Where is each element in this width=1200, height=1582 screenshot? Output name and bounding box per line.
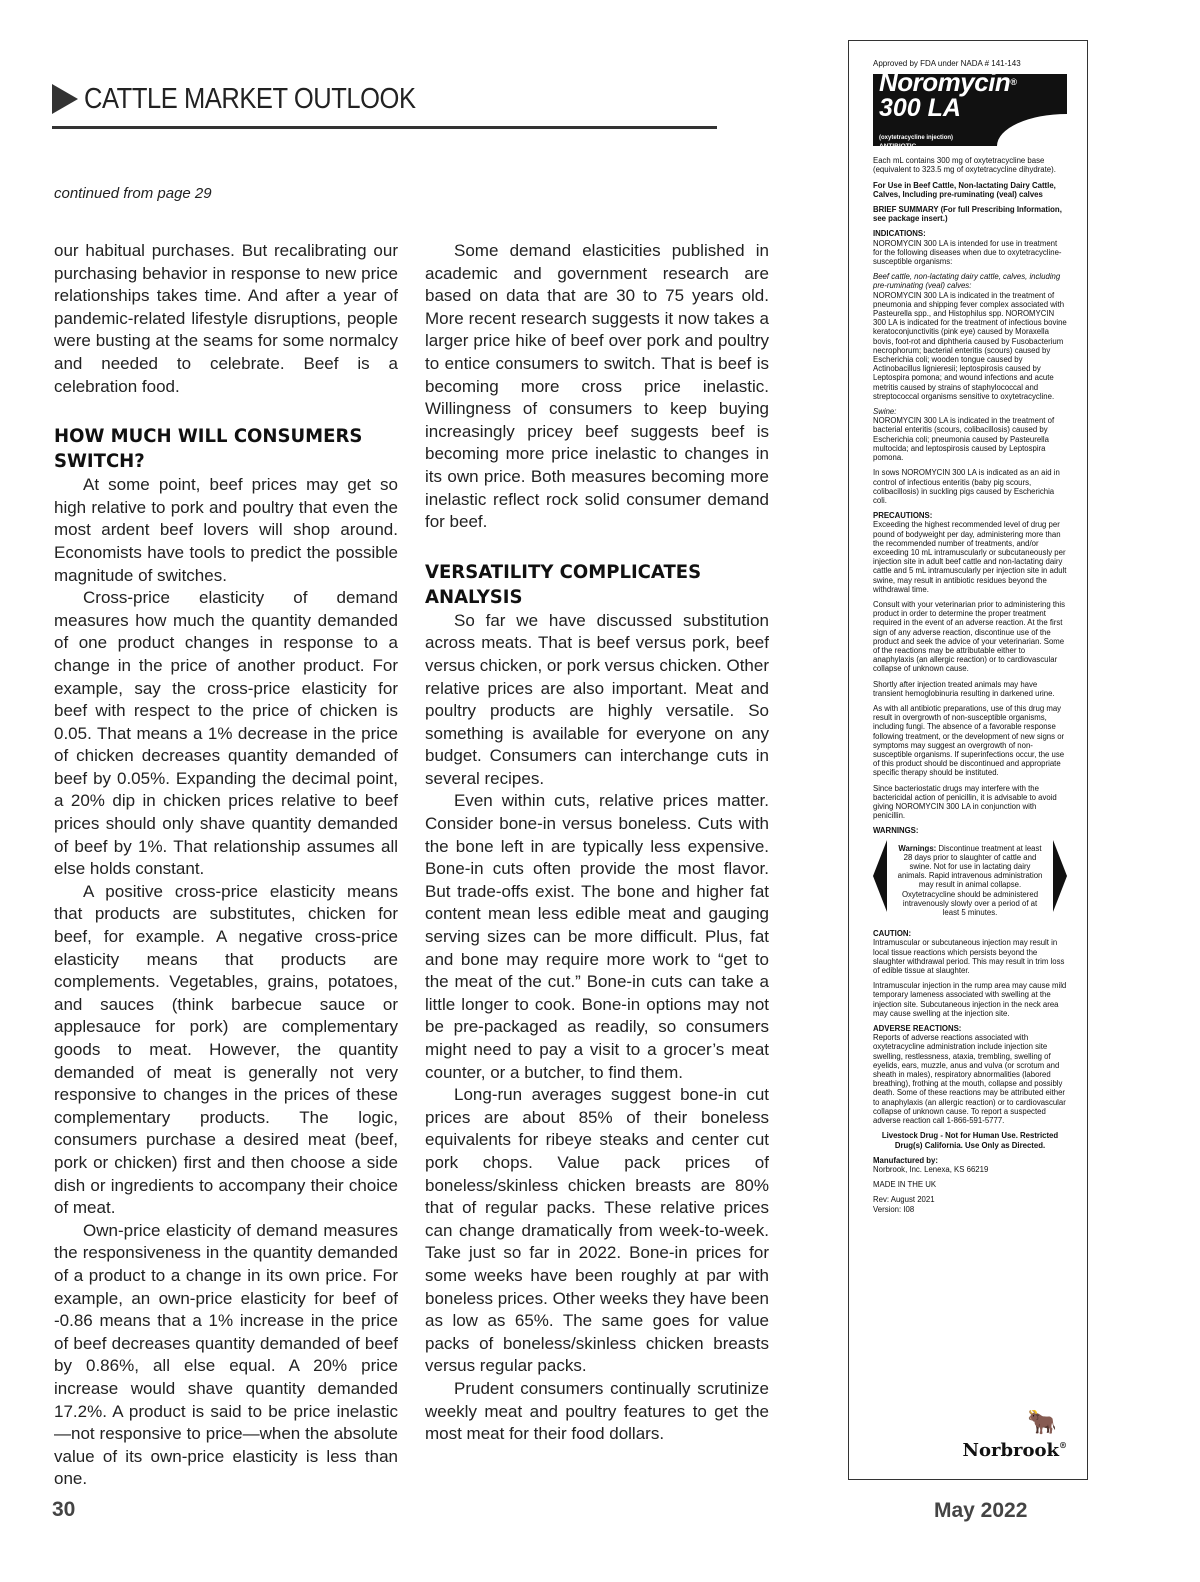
sows-indications: In sows NOROMYCIN 300 LA is indicated as an aid in control of infectious enteritis (baby pig scours, colibacillosis) in suckling pigs caused by Escherichia coli. xyxy=(873,468,1060,505)
noromycin-advertisement xyxy=(848,40,1088,1480)
manufacturer-heading: Manufactured by: xyxy=(873,1155,938,1165)
paragraph: Long-run averages suggest bone-in cut prices are about 85% of their boneless equivalents for ribeye steaks and center cut pork chops. Value pack prices of boneless/skinless chicken breasts are 80% that of regular packs. These relative prices can change dramatically from week-to-week. Take just so far in 2022. Bone-in prices for some weeks have been roughly at par with boneless prices. Other weeks they have been as low as 65%. The same goes for value packs of boneless/skinless chicken breasts versus regular packs. xyxy=(425,1085,769,1376)
paragraph: Own-price elasticity of demand measures the responsiveness in the quantity demanded of a product to a change in its own price. For example, an own-price elasticity for beef of -0.86 means that a 1% increase in the price of beef decreases quantity demanded of beef by 0.86%, all else equal. A 20% price increase would shave quantity demanded 17.2%. A product is said to be price inelastic—not responsive to price—when the absolute value of its own-price elasticity is less than one. xyxy=(54,1220,398,1489)
paragraph: A positive cross-price elasticity means that products are substitutes, chicken for beef, for example. A negative cross-price elasticity means that products are complements. Vegetables, grains, potatoes, and sauces (think barbecue sauce or applesauce for pork) are complementary goods to meat. However, the quantity demanded of meat is generally not very responsive to changes in the prices of these complementary products. The logic, consumers purchase a desired meat (beef, pork or chicken) first and then choose a side dish or ingredients to accompany their choice of meat. xyxy=(54,881,398,1218)
subheading: VERSATILITY COMPLICATES ANALYSIS xyxy=(425,560,702,608)
adverse-text: Reports of adverse reactions associated with oxytetracycline administration include injection site swelling, restlessness, ataxia, trembling, swelling of eyelids, ears, muzzle, anus and vulva (or scrotum and sheath in males), respiratory abnormalities (labored breathing), frothing at the mouth, collapse and possibly death. Some of these reactions may be attributed either to anaphylaxis (an allergic reaction) or to cardiovascular collapse of unknown cause. To report a suspected adverse reaction call 1-866-591-5777. xyxy=(873,1033,1066,1126)
indications-text: NOROMYCIN 300 LA is intended for use in treatment for the following diseases when due to oxytetracycline-susceptible organisms: xyxy=(873,238,1062,267)
paragraph: our habitual purchases. But recalibrating our purchasing behavior in response to new price relationships takes time. And after a year of pandemic-related lifestyle disruptions, people were busting at the seams for some normalcy and needed to celebrate. Beef is a celebration food. xyxy=(54,241,398,396)
indications-heading: INDICATIONS: xyxy=(873,229,926,239)
warnings-heading: WARNINGS: xyxy=(873,826,919,836)
adverse-heading: ADVERSE REACTIONS: xyxy=(873,1024,962,1034)
livestock-note: Livestock Drug - Not for Human Use. Restricted Drug(s) California. Use Only as Directed. xyxy=(881,1131,1059,1150)
bull-logo-icon: 🐂 xyxy=(1027,1409,1057,1436)
section-title: CATTLE MARKET OUTLOOK xyxy=(84,82,416,115)
paragraph: At some point, beef prices may get so high relative to pork and poultry that even the most ardent beef lovers will shop around. Economists have tools to predict the possible magnitude of switches. xyxy=(54,475,398,585)
paragraph: Even within cuts, relative prices matter. Consider bone-in versus boneless. Cuts with the bone left in are typically less expensive. Bone-in cuts often provide the most flavor. But trade-offs exist. The bone and higher fat content mean less edible meat and gauging serving sizes can be more difficult. Plus, fat and bone may require more work to “get to the meat of the cut.” Bone-in cuts can take a little longer to cook. Bone-in options may not be pre-packaged as readily, so consumers might need to pay a visit to a grocer’s meat counter, or a butcher, to find them. xyxy=(425,791,769,1082)
precautions-text: Since bacteriostatic drugs may interfere with the bactericidal action of penicillin, it is advisable to avoid giving NOROMYCIN 300 LA in conjunction with penicillin. xyxy=(873,783,1057,821)
manufacturer: Norbrook, Inc. Lenexa, KS 66219 xyxy=(873,1164,989,1174)
noromycin-logo xyxy=(873,67,1067,151)
product-class: ANTIBIOTIC xyxy=(879,143,917,151)
registered-mark: ® xyxy=(1010,77,1017,88)
paragraph: Cross-price elasticity of demand measures how much the quantity demanded of one product changes in response to a change in the price of another product. For example, say the cross-price elasticity for beef with respect to the price of chicken is 0.05. That means a 1% decrease in the price of chicken decreases quantity demanded of beef by 0.05%. Expanding the decimal point, a 20% dip in chicken prices relative to beef prices should only shave quantity demanded of beef by 1%. That relationship assumes all else holds constant. xyxy=(54,588,398,879)
revision: Rev: August 2021 xyxy=(873,1195,935,1205)
precautions-text: Exceeding the highest recommended level of drug per pound of bodyweight per day, administering more than the recommended number of treatments, and/or exceeding 10 mL intramuscularly or subcutaneously per injection site in adult beef cattle and non-lactating dairy cattle and 5 mL intramuscularly per injection site in adult swine, may result in antibiotic residues beyond the withdrawal time. xyxy=(873,520,1067,594)
subheading: HOW MUCH WILL CONSUMERS SWITCH? xyxy=(54,425,363,473)
header-rule xyxy=(52,126,717,129)
norbrook-logo: Norbrook® xyxy=(962,1440,1067,1461)
logo-swoosh xyxy=(997,114,1067,146)
ad-brief: BRIEF SUMMARY (For full Prescribing Information, see package insert.) xyxy=(873,205,1062,224)
triangle-icon xyxy=(52,84,78,114)
caution-text: Intramuscular or subcutaneous injection may result in local tissue reactions which persists beyond the slaughter withdrawal period. This may result in trim loss of edible tissue at slaughter. xyxy=(873,938,1065,976)
article-column-left xyxy=(54,240,398,1491)
article-column-right xyxy=(425,240,769,1446)
precautions-heading: PRECAUTIONS: xyxy=(873,511,933,521)
swine-indications: NOROMYCIN 300 LA is indicated in the treatment of bacterial enteritis (scours, colibacillosis) caused by Escherichia coli; pneumonia caused by Pasteurella multocida; and leptospirosis caused by Leptospira pomona. xyxy=(873,416,1055,463)
fda-approval: Approved by FDA under NADA # 141-143 xyxy=(873,59,1021,68)
paragraph: Prudent consumers continually scrutinize weekly meat and poultry features to get the most meat for their food dollars. xyxy=(425,1378,769,1444)
ad-contains: Each mL contains 300 mg of oxytetracycline base (equivalent to 323.5 mg of oxytetracycline dihydrate). xyxy=(873,156,1056,175)
warnings-box xyxy=(873,840,1067,922)
paragraph: Some demand elasticities published in academic and government research are based on data that are 30 to 75 years old. More recent research suggests it now takes a larger price hike of beef over pork and poultry to entice consumers to switch. That is beef is becoming more cross price inelastic. Willingness of consumers to keep buying increasingly pricey beef suggests beef is becoming more price inelastic to changes in its own price. Both measures becoming more inelastic reflect rock solid consumer demand for beef. xyxy=(425,241,769,532)
warnings-text: Discontinue treatment at least 28 days prior to slaughter of cattle and swine. Not for use in lactating dairy animals. Rapid intravenous administration may result in animal collapse. Oxytetracycline should be administered intravenously slowly over a period of at least 5 minutes. xyxy=(897,843,1043,918)
precautions-text: As with all antibiotic preparations, use of this drug may result in overgrowth of non-susceptible organisms, including fungi. The absence of a favorable response following treatment, or the development of new signs or symptoms may suggest an overgrowth of non-susceptible organisms. If superinfections occur, the use of this product should be discontinued and appropriate specific therapy should be instituted. xyxy=(873,703,1065,778)
swine-label: Swine: xyxy=(873,407,897,417)
precautions-text: Shortly after injection treated animals may have transient hemoglobinuria resulting in darkened urine. xyxy=(873,679,1055,698)
section-header xyxy=(52,82,716,116)
product-strength: 300 LA xyxy=(879,94,961,123)
product-subtitle: (oxytetracycline injection) xyxy=(879,135,954,142)
cattle-indications: NOROMYCIN 300 LA is indicated in the treatment of pneumonia and shipping fever complex associated with Pasteurella spp., and Histophilus spp. NOROMYCIN 300 LA is indicated for the treatment of infectious bovine keratoconjunctivitis (pink eye) caused by Moraxella bovis, foot-rot and diphtheria caused by Fusobacterium necrophorum; bacterial enteritis (scours) caused by Escherichia coli; wooden tongue caused by Actinobacillus lignieresii; leptospirosis caused by Leptospira pomona; and wound infections and acute metritis caused by strains of staphylococcal and streptococcal organisms sensitive to oxytetracycline. xyxy=(873,290,1067,401)
caution-text: Intramuscular injection in the rump area may cause mild temporary lameness associated with swelling at the injection site. Subcutaneous injection in the neck area may cause swelling at the injection site. xyxy=(873,981,1067,1018)
brand-name: Noromycin xyxy=(879,67,1011,98)
caution-heading: CAUTION: xyxy=(873,929,912,939)
version: Version: I08 xyxy=(873,1204,915,1214)
issue-date: May 2022 xyxy=(934,1499,1028,1522)
ad-use: For Use in Beef Cattle, Non-lactating Dairy Cattle, Calves, Including pre-ruminating (veal) calves xyxy=(873,180,1056,199)
precautions-text: Consult with your veterinarian prior to administering this product in order to determine the proper treatment required in the event of an adverse reaction. At the first sign of any adverse reaction, discontinue use of the product and seek the advice of your veterinarian. Some of the reactions may be attributable either to anaphylaxis (an allergic reaction) or to cardiovascular collapse of unknown cause. xyxy=(873,599,1065,674)
page-number: 30 xyxy=(52,1498,76,1521)
cattle-label: Beef cattle, non-lactating dairy cattle, calves, including pre-ruminating (veal) calves: xyxy=(873,272,1061,291)
made-in: MADE IN THE UK xyxy=(873,1180,937,1190)
continued-note: continued from page 29 xyxy=(54,185,212,202)
paragraph: So far we have discussed substitution across meats. That is beef versus pork, beef versus chicken, or pork versus chicken. Other relative prices are also important. Meat and poultry products are highly versatile. So something is available for everyone on any budget. Consumers can interchange cuts in several recipes. xyxy=(425,610,769,788)
warnings-label: Warnings: xyxy=(898,843,937,853)
